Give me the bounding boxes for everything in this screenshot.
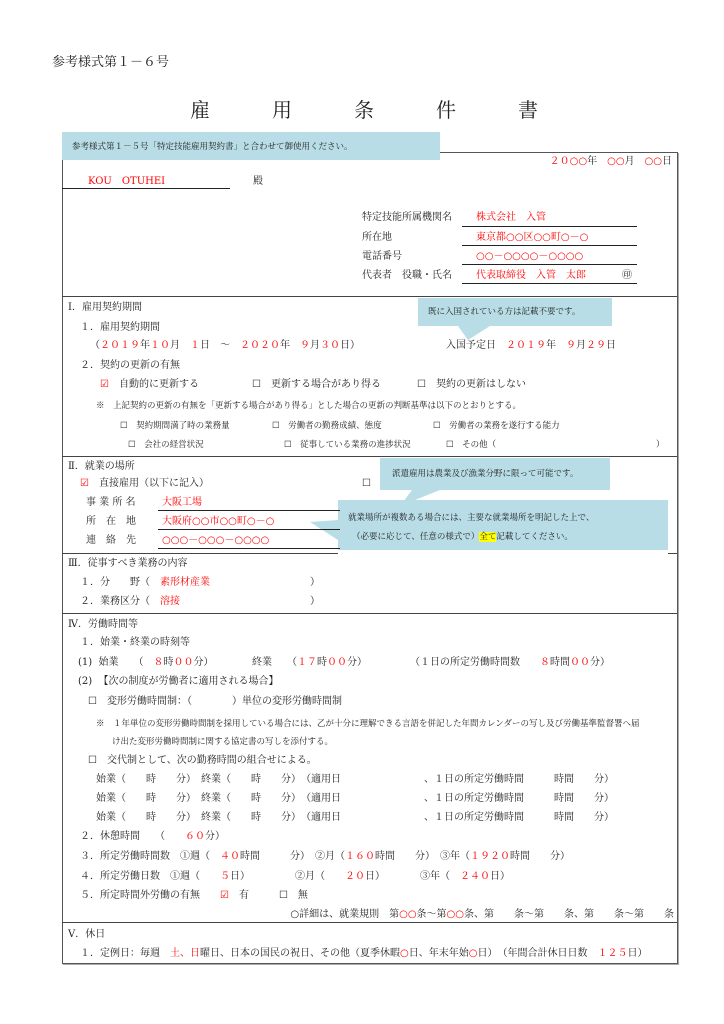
- label-text: 日 ～: [200, 340, 240, 351]
- label-text: 殿: [253, 176, 263, 187]
- label-text: 自動的に更新する: [108, 379, 199, 390]
- rep-value[interactable]: [476, 270, 586, 282]
- filled-value: ８: [540, 657, 550, 668]
- label-text: 年: [280, 340, 300, 351]
- filled-value: ６０: [185, 831, 205, 842]
- label-text: 分）: [347, 657, 367, 668]
- filled-value: 溶接: [160, 596, 180, 607]
- filled-value: 株式会社 入管: [476, 212, 546, 223]
- label-text: ☐ 労働者の勤務成績、態度: [272, 421, 382, 431]
- label-text: ☐ その他（: [446, 440, 497, 450]
- tel-value[interactable]: [476, 251, 583, 263]
- renewal-none-checkbox[interactable]: [417, 379, 526, 391]
- filled-value: 素形材産業: [160, 577, 210, 588]
- filled-value: ☑: [220, 890, 229, 901]
- regular-holidays[interactable]: [80, 948, 647, 960]
- filled-value: ００: [173, 657, 194, 668]
- renewal-maybe-checkbox[interactable]: [252, 379, 381, 391]
- label-text: Ⅲ．従事すべき業務の内容: [68, 558, 188, 569]
- job-category[interactable]: [80, 596, 180, 608]
- label-text: 始業（ 時 分） 終業（ 時 分） （適用日: [96, 793, 341, 804]
- label-text: 特定技能所属機関名: [362, 212, 452, 223]
- label-text: 分）: [205, 831, 225, 842]
- addr-label: [362, 232, 392, 244]
- filled-value: ○○－○○○○－○○○○: [476, 251, 584, 262]
- org-label: [362, 212, 452, 224]
- job-category-end: [310, 596, 320, 608]
- shift-checkbox[interactable]: [88, 755, 317, 767]
- label-text: け出た変形労働時間制に関する協定書の写しを添付する。: [112, 737, 334, 747]
- label-text: ☐: [362, 478, 371, 489]
- label-text: 終業 （: [252, 657, 297, 668]
- label-text: ４．所定労働日数 ①週（: [80, 871, 220, 882]
- label-text: 時: [163, 657, 174, 668]
- scheduled-days[interactable]: [80, 871, 510, 883]
- label-text: 、１日の所定労働時間 時間 分）: [424, 793, 614, 804]
- workplace-tel-value[interactable]: [162, 535, 269, 547]
- daily-hours[interactable]: [410, 657, 610, 669]
- label-text: 日）: [627, 948, 648, 959]
- label-text: Ⅳ．労働時間等: [68, 619, 138, 630]
- shift-row-1[interactable]: [96, 774, 341, 786]
- job-field[interactable]: [80, 577, 210, 589]
- criteria-other-checkbox[interactable]: [446, 439, 496, 451]
- dono: [253, 176, 263, 188]
- filled-value: １２５: [597, 948, 628, 959]
- break-time[interactable]: [80, 831, 225, 843]
- dispatch-checkbox[interactable]: [362, 478, 371, 490]
- note-entry: 既に入国されている方は記載不要です。: [428, 307, 581, 317]
- divider: [668, 553, 677, 554]
- s4-p2: [78, 676, 279, 688]
- label-text: 事 業 所 名: [86, 497, 136, 508]
- label-text: ☐ 更新する場合があり得る: [252, 379, 381, 390]
- label-text: ※ １年単位の変形労働時間制を採用している場合には、乙が十分に理解できる言語を併記した年間カレンダーの写し及び労働基準監督署へ届: [96, 719, 640, 729]
- label-text: 月: [576, 340, 586, 351]
- s5-title: [68, 929, 105, 941]
- entry-date[interactable]: [446, 340, 616, 352]
- label-text: １．定例日：毎週: [80, 948, 170, 959]
- label-text: 時間 分） ②月（: [240, 851, 345, 862]
- label-text: 有 ☐ 無: [228, 890, 308, 901]
- flex-note-2: [112, 736, 333, 748]
- renewal-auto-checkbox[interactable]: [100, 379, 199, 391]
- label-text: 時間 分）: [510, 851, 570, 862]
- form-number: 参考様式第１－６号: [52, 55, 170, 70]
- shift-row-3[interactable]: [96, 812, 341, 824]
- filled-value: ９: [300, 340, 310, 351]
- office-label: [86, 497, 136, 509]
- divider: [62, 553, 338, 554]
- label-text: ２．休憩時間 （: [80, 831, 185, 842]
- label-text: 日） ②月（: [230, 871, 345, 882]
- label-text: 日: [662, 156, 672, 167]
- filled-value: １: [190, 340, 200, 351]
- divider: [62, 296, 677, 297]
- overtime[interactable]: [80, 890, 308, 902]
- filled-value: ○○: [399, 909, 417, 920]
- label-text: ☐ 契約の更新はしない: [417, 379, 526, 390]
- label-text: 日）: [490, 871, 510, 882]
- criteria-performance-checkbox[interactable]: [272, 420, 382, 432]
- criteria-other-end: [656, 439, 665, 451]
- scheduled-hours[interactable]: [80, 851, 570, 863]
- filled-value: ３０: [320, 340, 340, 351]
- filled-value: ２９: [586, 340, 606, 351]
- s4-title: [68, 619, 138, 631]
- workplace-addr-value[interactable]: [162, 516, 274, 528]
- label-text: ☐ 契約期間満了時の業務量: [120, 421, 230, 431]
- shift-row-2[interactable]: [96, 793, 341, 805]
- filled-value: ☑: [80, 478, 89, 489]
- criteria-progress-checkbox[interactable]: [284, 439, 411, 451]
- filled-value: ００: [570, 657, 590, 668]
- filled-value: ２０１９: [100, 340, 140, 351]
- note-multi-2c: 記載してください。: [496, 532, 573, 542]
- s1-title: [68, 302, 142, 314]
- filled-value: KOU OTUHEI: [88, 176, 166, 187]
- criteria-business-checkbox[interactable]: [128, 439, 204, 451]
- filled-value: １６０: [345, 851, 375, 862]
- label-text: （１日の所定労働時間数: [410, 657, 540, 668]
- label-text: (1) 始業 （: [78, 657, 154, 668]
- label-text: 日） ③年（: [365, 871, 460, 882]
- filled-value: ４０: [220, 851, 240, 862]
- flex-hours-checkbox[interactable]: [88, 696, 342, 708]
- criteria-ability-checkbox[interactable]: [433, 420, 560, 432]
- filled-value: ２０１９: [506, 340, 546, 351]
- divider: [62, 922, 677, 923]
- note-dispatch: 派遣雇用は農業及び漁業分野に限って可能です。: [392, 469, 579, 479]
- divider: [62, 613, 677, 614]
- label-text: Ⅴ．休日: [68, 929, 106, 940]
- label-text: ２．業務区分（: [80, 596, 160, 607]
- page-title: 雇 用 条 件 書: [190, 98, 559, 122]
- filled-value: ○○○－○○○－○○○○: [162, 535, 270, 546]
- filled-value: ☑: [100, 379, 109, 390]
- office-value[interactable]: [162, 497, 202, 509]
- label-text: 時間: [550, 657, 570, 668]
- label-text: 所在地: [362, 232, 392, 243]
- note-top: 参考様式第１－５号「特定技能雇用契約書」と合わせて御使用ください。: [72, 142, 353, 152]
- label-text: 日） （年間合計休日日数: [477, 948, 598, 959]
- label-text: 条～第: [416, 909, 447, 920]
- s3-title: [68, 558, 187, 570]
- start-time[interactable]: [78, 657, 214, 669]
- label-text: 始業（ 時 分） 終業（ 時 分） （適用日: [96, 774, 341, 785]
- label-text: 日）: [340, 340, 360, 351]
- end-time[interactable]: [252, 657, 367, 669]
- shift-row-1-daily[interactable]: [424, 774, 614, 786]
- filled-value: ２０: [345, 871, 365, 882]
- label-text: 、１日の所定労働時間 時間 分）: [424, 774, 614, 785]
- seal-icon: [622, 270, 632, 282]
- label-text: 年: [140, 340, 150, 351]
- label-text: ※ 上記契約の更新の有無を「更新する場合があり得る」とした場合の更新の判断基準は以下のとおりとする。: [96, 401, 522, 411]
- s2-title: [68, 461, 135, 473]
- filled-value: １９２０: [470, 851, 510, 862]
- workplace-addr-label: [86, 516, 136, 528]
- label-text: 月: [310, 340, 320, 351]
- filled-value: ９: [566, 340, 576, 351]
- filled-value: ８: [153, 657, 164, 668]
- label-text: 直接雇用（以下に記入）: [88, 478, 209, 489]
- filled-value: ○: [400, 948, 409, 959]
- filled-value: ２０２０: [240, 340, 280, 351]
- label-text: 代表者 役職・氏名: [362, 270, 452, 281]
- filled-value: １０: [150, 340, 170, 351]
- criteria-workload-checkbox[interactable]: [120, 420, 230, 432]
- label-text: 年: [546, 340, 566, 351]
- label-text: 、１日の所定労働時間 時間 分）: [424, 812, 614, 823]
- label-text: 連 絡 先: [86, 535, 136, 546]
- filled-value: ○○: [607, 156, 625, 167]
- label-text: ３．所定労働時間数 ①週（: [80, 851, 220, 862]
- label-text: 日、年末年始: [408, 948, 469, 959]
- label-text: 分）: [193, 657, 214, 668]
- label-text: 曜日、日本の国民の祝日、その他（夏季休暇: [200, 948, 400, 959]
- label-text: ）: [310, 577, 320, 588]
- renewal-note: [96, 400, 521, 412]
- filled-value: ２０○○: [549, 156, 588, 167]
- label-text: ☐ 会社の経営状況: [128, 440, 204, 450]
- label-text: 時間 分） ③年（: [375, 851, 470, 862]
- filled-value: 土、日: [170, 948, 200, 959]
- label-text: ）: [656, 440, 665, 450]
- label-text: ○詳細は、就業規則 第: [290, 909, 400, 920]
- label-text: 月: [624, 156, 645, 167]
- label-text: 時: [317, 657, 327, 668]
- filled-value: １７: [297, 657, 317, 668]
- label-text: １．雇用契約期間: [80, 322, 160, 333]
- label-text: 始業（ 時 分） 終業（ 時 分） （適用日: [96, 812, 341, 823]
- addressee[interactable]: [88, 176, 165, 188]
- shift-row-3-daily[interactable]: [424, 812, 614, 824]
- filled-value: ００: [327, 657, 347, 668]
- flex-note-1: [96, 718, 639, 730]
- workplace-tel-label: [86, 535, 136, 547]
- label-text: Ⅱ．就業の場所: [68, 461, 135, 472]
- label-text: （: [90, 340, 100, 351]
- tel-label: [362, 251, 402, 263]
- s4-sub1: [80, 637, 190, 649]
- label-text: １．分 野（: [80, 577, 160, 588]
- label-text: (2) 【次の制度が労働者に適用される場合】: [78, 676, 279, 687]
- s1-sub2: [80, 360, 180, 372]
- note-multi-highlight: 全て: [479, 532, 497, 542]
- label-text: ☐ 労働者の業務を遂行する能力: [433, 421, 560, 431]
- note-multi-2a: （必要に応じて、任意の様式で）: [352, 532, 480, 542]
- overtime-detail[interactable]: [290, 909, 674, 921]
- label-text: 電話番号: [362, 251, 402, 262]
- filled-value: 大阪府○○市○○町○－○: [162, 516, 275, 527]
- label-text: 年: [587, 156, 608, 167]
- label-text: １．始業・終業の時刻等: [80, 637, 190, 648]
- note-multi-2: [352, 531, 573, 543]
- label-text: ☐ 従事している業務の進捗状況: [284, 440, 411, 450]
- s1-sub1: [80, 322, 160, 334]
- divider: [62, 456, 677, 457]
- label-text: ２．契約の更新の有無: [80, 360, 180, 371]
- addr-value[interactable]: [476, 232, 588, 244]
- label-text: ㊞: [622, 270, 632, 281]
- date[interactable]: [550, 156, 672, 168]
- label-text: 所 在 地: [86, 516, 136, 527]
- label-text: ）: [310, 596, 320, 607]
- org-value[interactable]: [476, 212, 546, 224]
- note-multi-1: 就業場所が複数ある場合には、主要な就業場所を明記した上で、: [348, 513, 595, 523]
- job-field-end: [310, 577, 320, 589]
- label-text: ５．所定時間外労働の有無: [80, 890, 220, 901]
- label-text: 入国予定日: [446, 340, 506, 351]
- filled-value: ○○: [446, 909, 464, 920]
- filled-value: ○: [468, 948, 478, 959]
- label-text: ☐ 変形労働時間制：（ ）単位の変形労働時間制: [88, 696, 342, 707]
- label-text: 分）: [590, 657, 610, 668]
- callout-entry: [418, 298, 612, 340]
- filled-value: ５: [220, 871, 230, 882]
- callout-dispatch: [380, 458, 610, 506]
- label-text: 条、第 条～第 条、第 条～第 条: [464, 909, 674, 920]
- label-text: 日: [606, 340, 616, 351]
- rep-label: [362, 270, 452, 282]
- filled-value: ２４０: [460, 871, 490, 882]
- shift-row-2-daily[interactable]: [424, 793, 614, 805]
- label-text: ☐ 交代制として、次の勤務時間の組合せによる。: [88, 755, 317, 766]
- label-text: Ⅰ．雇用契約期間: [68, 302, 142, 313]
- filled-value: 代表取締役 入管 太郎: [476, 270, 586, 281]
- direct-employment-checkbox[interactable]: [80, 478, 209, 490]
- filled-value: 大阪工場: [162, 497, 202, 508]
- label-text: 月: [170, 340, 190, 351]
- filled-value: ○○: [644, 156, 662, 167]
- contract-period[interactable]: [90, 340, 360, 352]
- filled-value: 東京都○○区○○町○－○: [476, 232, 589, 243]
